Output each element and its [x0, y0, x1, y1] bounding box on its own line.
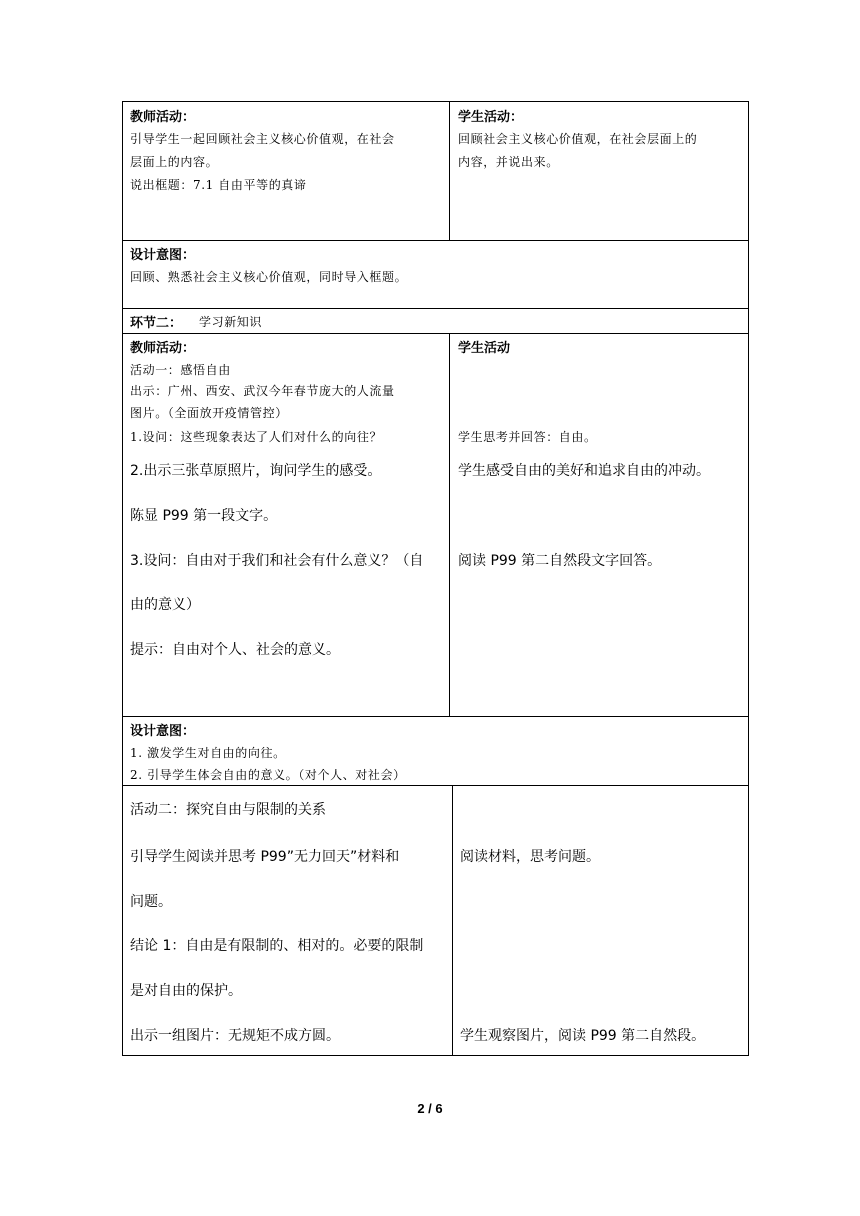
design-intent-label: 设计意图：: [130, 248, 196, 263]
teacher-activity-line: 1.设问：这些现象表达了人们对什么的向往？: [130, 430, 383, 444]
section-label: 环节二：: [130, 316, 183, 331]
column-divider: [452, 785, 453, 1056]
teacher-activity-line: 2.出示三张草原照片，询问学生的感受。: [130, 463, 382, 479]
teacher-activity-line: 引导学生一起回顾社会主义核心价值观，在社会: [130, 132, 395, 146]
student-activity-line: 阅读材料，思考问题。: [460, 849, 600, 865]
section-title: 学习新知识: [199, 315, 263, 329]
row-divider: [122, 308, 749, 309]
teacher-activity-line: 问题。: [130, 894, 172, 910]
page-number: 2 / 6: [417, 1101, 443, 1116]
student-activity-line: 回顾社会主义核心价值观，在社会层面上的: [458, 132, 698, 146]
teacher-activity-line: 提示：自由对个人、社会的意义。: [130, 642, 340, 658]
student-activity-line: 学生观察图片，阅读 P99 第二自然段。: [460, 1028, 706, 1044]
teacher-activity-line: 层面上的内容。: [130, 155, 219, 169]
student-activity-line: 阅读 P99 第二自然段文字回答。: [458, 553, 662, 569]
lesson-table: [122, 101, 749, 1056]
column-divider: [449, 101, 450, 241]
teacher-activity-line: 陈显 P99 第一段文字。: [130, 508, 278, 524]
teacher-activity-line: 活动一：感悟自由: [130, 363, 231, 377]
student-activity-label: 学生活动: [458, 341, 511, 356]
design-intent-line: 1. 激发学生对自由的向往。: [130, 746, 286, 760]
row-divider: [122, 716, 749, 717]
student-activity-line: 学生思考并回答：自由。: [458, 430, 597, 444]
design-intent-text: 回顾、熟悉社会主义核心价值观，同时导入框题。: [130, 270, 408, 284]
teacher-activity-line: 3.设问：自由对于我们和社会有什么意义？（自: [130, 553, 424, 569]
teacher-activity-line: 是对自由的保护。: [130, 983, 242, 999]
teacher-activity-line: 出示：广州、西安、武汉今年春节庞大的人流量: [130, 384, 395, 398]
design-intent-label: 设计意图：: [130, 724, 196, 739]
teacher-activity-line: 结论 1：自由是有限制的、相对的。必要的限制: [130, 938, 424, 954]
teacher-activity-line: 引导学生阅读并思考 P99”无力回天”材料和: [130, 849, 400, 865]
design-intent-line: 2. 引导学生体会自由的意义。（对个人、对社会）: [130, 768, 406, 782]
column-divider: [449, 333, 450, 716]
teacher-activity-line: 图片。（全面放开疫情管控）: [130, 406, 288, 420]
student-activity-line: 学生感受自由的美好和追求自由的冲动。: [458, 463, 710, 479]
teacher-activity-line: 说出框题：7.1 自由平等的真谛: [130, 178, 307, 192]
row-divider: [122, 785, 749, 786]
teacher-activity-line: 活动二：探究自由与限制的关系: [130, 802, 326, 818]
teacher-activity-line: 由的意义）: [130, 597, 200, 613]
student-activity-line: 内容，并说出来。: [458, 155, 559, 169]
row-divider: [122, 333, 749, 334]
teacher-activity-line: 出示一组图片：无规矩不成方圆。: [130, 1028, 340, 1044]
student-activity-label: 学生活动：: [458, 110, 524, 125]
row-divider: [122, 240, 749, 241]
teacher-activity-label: 教师活动：: [130, 341, 196, 356]
teacher-activity-label: 教师活动：: [130, 110, 196, 125]
